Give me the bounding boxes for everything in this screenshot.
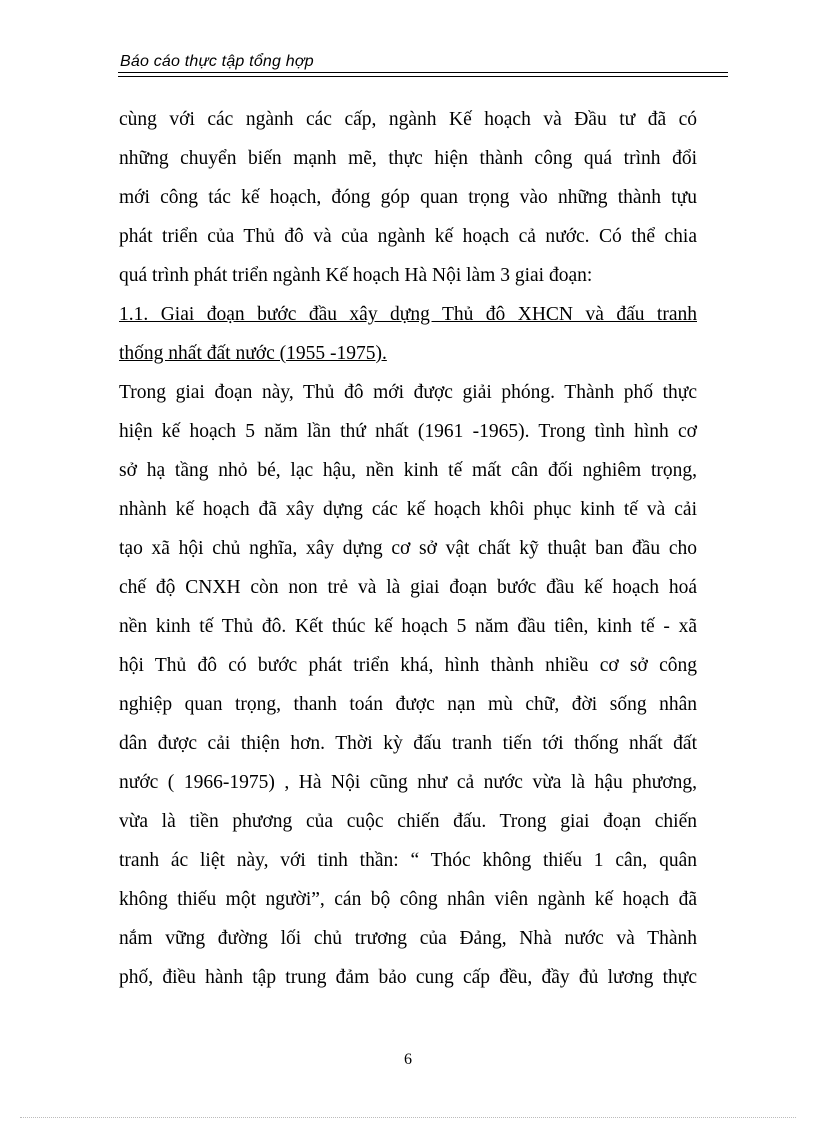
document-body [119,100,697,997]
text-line: hội Thủ đô có bước phát triển khá, hình thành nhiều cơ sở công [119,655,697,676]
text-line: phố, điều hành tập trung đảm bảo cung cấp đều, đầy đủ lương thực [119,967,697,988]
page-number: 6 [404,1051,412,1068]
text-line: Trong giai đoạn này, Thủ đô mới được giải phóng. Thành phố thực [119,382,697,403]
header-title: Báo cáo thực tập tổng hợp [120,53,314,70]
page-edge-divider [20,1117,796,1118]
header-rule-top [118,72,728,73]
text-line: không thiếu một người”, cán bộ công nhân viên ngành kế hoạch đã [119,889,697,910]
text-line: cùng với các ngành các cấp, ngành Kế hoạch và Đầu tư đã có [119,109,697,130]
section-heading-line: thống nhất đất nước (1955 -1975). [119,343,387,364]
text-line: nghiệp quan trọng, thanh toán được nạn mù chữ, đời sống nhân [119,694,697,715]
section-heading-line: 1.1. Giai đoạn bước đầu xây dựng Thủ đô XHCN và đấu tranh [119,304,697,325]
text-line: nền kinh tế Thủ đô. Kết thúc kế hoạch 5 năm đầu tiên, kinh tế - xã [119,616,697,637]
text-line: vừa là tiền phương của cuộc chiến đấu. Trong giai đoạn chiến [119,811,697,832]
text-line: dân được cải thiện hơn. Thời kỳ đấu tranh tiến tới thống nhất đất [119,733,697,754]
text-line: tạo xã hội chủ nghĩa, xây dựng cơ sở vật chất kỹ thuật ban đầu cho [119,538,697,559]
text-line: mới công tác kế hoạch, đóng góp quan trọng vào những thành tựu [119,187,697,208]
header-rule-bottom [118,76,728,77]
text-line: chế độ CNXH còn non trẻ và là giai đoạn bước đầu kế hoạch hoá [119,577,697,598]
text-line: nắm vững đường lối chủ trương của Đảng, Nhà nước và Thành [119,928,697,949]
text-line: hiện kế hoạch 5 năm lần thứ nhất (1961 -1965). Trong tình hình cơ [119,421,697,442]
text-line: sở hạ tầng nhỏ bé, lạc hậu, nền kinh tế mất cân đối nghiêm trọng, [119,460,697,481]
text-line: nước ( 1966-1975) , Hà Nội cũng như cả nước vừa là hậu phương, [119,772,697,793]
text-line: những chuyển biến mạnh mẽ, thực hiện thành công quá trình đổi [119,148,697,169]
text-line: quá trình phát triển ngành Kế hoạch Hà Nội làm 3 giai đoạn: [119,265,593,286]
text-line: phát triển của Thủ đô và của ngành kế hoạch cả nước. Có thể chia [119,226,697,247]
text-line: tranh ác liệt này, với tinh thần: “ Thóc không thiếu 1 cân, quân [119,850,697,871]
text-line: nhành kế hoạch đã xây dựng các kế hoạch khôi phục kinh tế và cải [119,499,697,520]
